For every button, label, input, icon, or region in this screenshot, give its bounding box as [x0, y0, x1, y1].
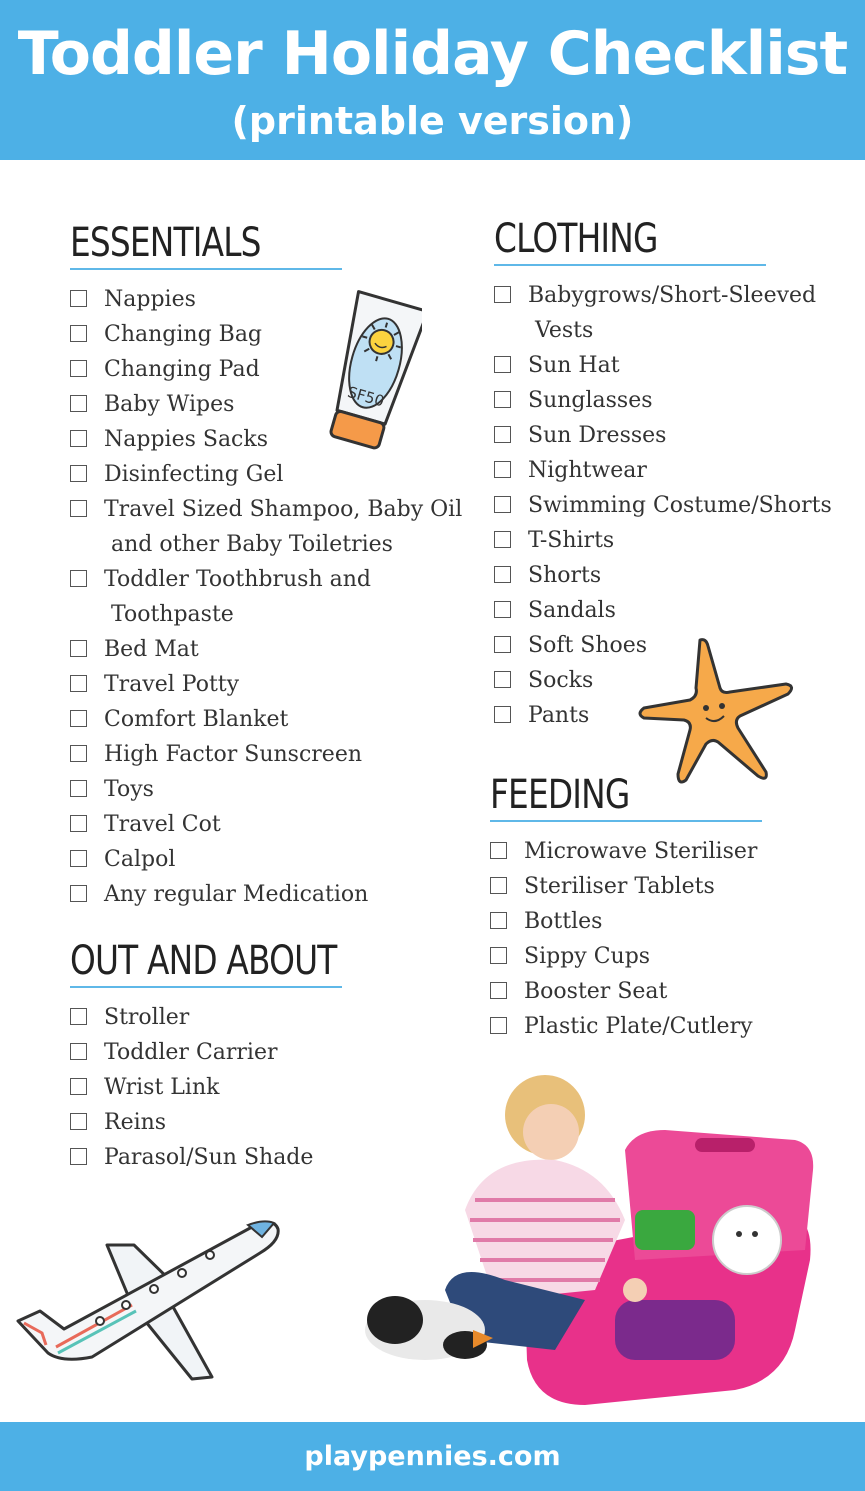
checkbox[interactable] — [494, 356, 511, 373]
checklist-item-label: Reins — [104, 1110, 167, 1135]
checklist-item — [70, 842, 470, 877]
section-rule — [494, 264, 766, 266]
checklist-item-label: Shorts — [528, 563, 602, 588]
checklist-item-label: Sippy Cups — [524, 944, 651, 969]
checklist-item-label: Steriliser Tablets — [524, 874, 715, 899]
checklist-item — [70, 562, 470, 632]
checklist-item — [70, 772, 470, 807]
checklist-item-label: Parasol/Sun Shade — [104, 1145, 314, 1170]
checklist-item-label: Soft Shoes — [528, 633, 648, 658]
checklist-item — [494, 523, 854, 558]
section-heading-out-and-about: OUT AND ABOUT — [70, 938, 337, 984]
checklist-item-label: Travel Potty — [104, 672, 240, 697]
checklist-item-label: Comfort Blanket — [104, 707, 289, 732]
checklist-item-label: Sun Dresses — [528, 423, 667, 448]
checkbox[interactable] — [70, 325, 87, 342]
sunscreen-icon — [318, 290, 422, 460]
checklist-item-label: Baby Wipes — [104, 392, 235, 417]
checklist-item — [494, 418, 854, 453]
page-title: Toddler Holiday Checklist — [17, 19, 848, 89]
checkbox[interactable] — [494, 426, 511, 443]
checklist-item-label: Pants — [528, 703, 590, 728]
checklist-item — [70, 1000, 470, 1035]
checkbox[interactable] — [490, 877, 507, 894]
checkbox[interactable] — [494, 566, 511, 583]
checklist-item — [70, 667, 470, 702]
checklist-item-label: Toddler Carrier — [104, 1040, 278, 1065]
checkbox[interactable] — [70, 815, 87, 832]
checkbox[interactable] — [494, 461, 511, 478]
checkbox[interactable] — [70, 430, 87, 447]
checklist-item-label: Plastic Plate/Cutlery — [524, 1014, 753, 1039]
checkbox[interactable] — [494, 636, 511, 653]
checklist-item-label: Stroller — [104, 1005, 190, 1030]
checklist-item-label: Booster Seat — [524, 979, 668, 1004]
checkbox[interactable] — [494, 601, 511, 618]
checklist-item-label: Bed Mat — [104, 637, 199, 662]
checkbox[interactable] — [70, 780, 87, 797]
checklist-item-label: T-Shirts — [528, 528, 615, 553]
checklist-item — [494, 488, 854, 523]
checklist-item-label-continued: Toothpaste — [111, 602, 234, 627]
checkbox[interactable] — [494, 706, 511, 723]
checkbox[interactable] — [494, 391, 511, 408]
checkbox[interactable] — [70, 500, 87, 517]
checklist-item — [494, 593, 854, 628]
page-subtitle: (printable version) — [231, 99, 634, 143]
header-banner — [0, 0, 865, 160]
checklist-item-label-continued: Vests — [535, 318, 594, 343]
checklist-item-label: Nightwear — [528, 458, 647, 483]
checklist-item — [70, 737, 470, 772]
checkbox[interactable] — [70, 1078, 87, 1095]
checklist-item-label: Sunglasses — [528, 388, 653, 413]
section-heading-essentials: ESSENTIALS — [70, 220, 261, 266]
checkbox[interactable] — [70, 1043, 87, 1060]
checklist-item — [490, 834, 850, 869]
checklist-item-label: Babygrows/Short-Sleeved — [528, 283, 817, 308]
checklist-item-label: Socks — [528, 668, 594, 693]
checklist-item-label: Travel Cot — [104, 812, 221, 837]
checklist-item-label: Nappies — [104, 287, 196, 312]
checkbox[interactable] — [494, 286, 511, 303]
airplane-icon — [12, 1205, 284, 1385]
checklist-item — [494, 453, 854, 488]
section-rule — [70, 986, 342, 988]
checkbox[interactable] — [70, 1113, 87, 1130]
checkbox[interactable] — [70, 465, 87, 482]
footer-banner — [0, 1422, 865, 1491]
checklist-item — [494, 558, 854, 593]
checkbox[interactable] — [70, 1148, 87, 1165]
checkbox[interactable] — [490, 912, 507, 929]
checklist-item-label: Microwave Steriliser — [524, 839, 758, 864]
checklist-item-label-continued: and other Baby Toiletries — [111, 532, 393, 557]
checklist-item — [494, 348, 854, 383]
checklist-item-label: Bottles — [524, 909, 603, 934]
checklist-item-label: Changing Bag — [104, 322, 263, 347]
checkbox[interactable] — [490, 947, 507, 964]
checklist-item — [490, 869, 850, 904]
checklist-item — [490, 974, 850, 1009]
checklist-item — [70, 457, 470, 492]
checkbox[interactable] — [70, 1008, 87, 1025]
section-feeding — [490, 772, 850, 1044]
toddler-suitcase-photo — [355, 1060, 825, 1420]
checklist-item — [490, 939, 850, 974]
checklist-item-label: Any regular Medication — [104, 882, 369, 907]
checkbox[interactable] — [70, 850, 87, 867]
section-heading-clothing: CLOTHING — [494, 216, 658, 262]
checklist-feeding — [490, 834, 850, 1044]
section-heading-feeding: FEEDING — [490, 772, 630, 818]
section-rule — [70, 268, 342, 270]
checkbox[interactable] — [70, 885, 87, 902]
checklist-item — [490, 904, 850, 939]
checkbox[interactable] — [494, 671, 511, 688]
checklist-item-label: Nappies Sacks — [104, 427, 269, 452]
checkbox[interactable] — [490, 842, 507, 859]
checkbox[interactable] — [70, 570, 87, 587]
sunscreen-label: SF50 — [345, 382, 387, 411]
checklist-item-label: Sun Hat — [528, 353, 620, 378]
checkbox[interactable] — [490, 1017, 507, 1034]
checkbox[interactable] — [494, 531, 511, 548]
checkbox[interactable] — [70, 290, 87, 307]
checklist-item-label: Changing Pad — [104, 357, 260, 382]
checklist-item — [70, 877, 470, 912]
checklist-item — [70, 702, 470, 737]
checkbox[interactable] — [70, 640, 87, 657]
checklist-item — [70, 492, 470, 562]
starfish-icon — [636, 634, 798, 786]
checklist-item-label: Calpol — [104, 847, 176, 872]
checklist-item-label: Swimming Costume/Shorts — [528, 493, 832, 518]
checkbox[interactable] — [70, 710, 87, 727]
checklist-item — [70, 632, 470, 667]
checklist-item-label: Sandals — [528, 598, 616, 623]
footer-site-link[interactable]: playpennies.com — [304, 1441, 561, 1472]
checklist-item-label: High Factor Sunscreen — [104, 742, 363, 767]
checkbox[interactable] — [70, 395, 87, 412]
checklist-item — [494, 278, 854, 348]
checkbox[interactable] — [70, 675, 87, 692]
checkbox[interactable] — [70, 360, 87, 377]
checklist-item-label: Wrist Link — [104, 1075, 220, 1100]
checklist-item-label: Toddler Toothbrush and — [104, 567, 371, 592]
checklist-item — [70, 807, 470, 842]
section-rule — [490, 820, 762, 822]
checkbox[interactable] — [494, 496, 511, 513]
checkbox[interactable] — [70, 745, 87, 762]
checklist-item-label: Disinfecting Gel — [104, 462, 284, 487]
checklist-item — [494, 383, 854, 418]
checklist-item-label: Toys — [104, 777, 154, 802]
checklist-item — [490, 1009, 850, 1044]
checkbox[interactable] — [490, 982, 507, 999]
checklist-item-label: Travel Sized Shampoo, Baby Oil — [104, 497, 463, 522]
